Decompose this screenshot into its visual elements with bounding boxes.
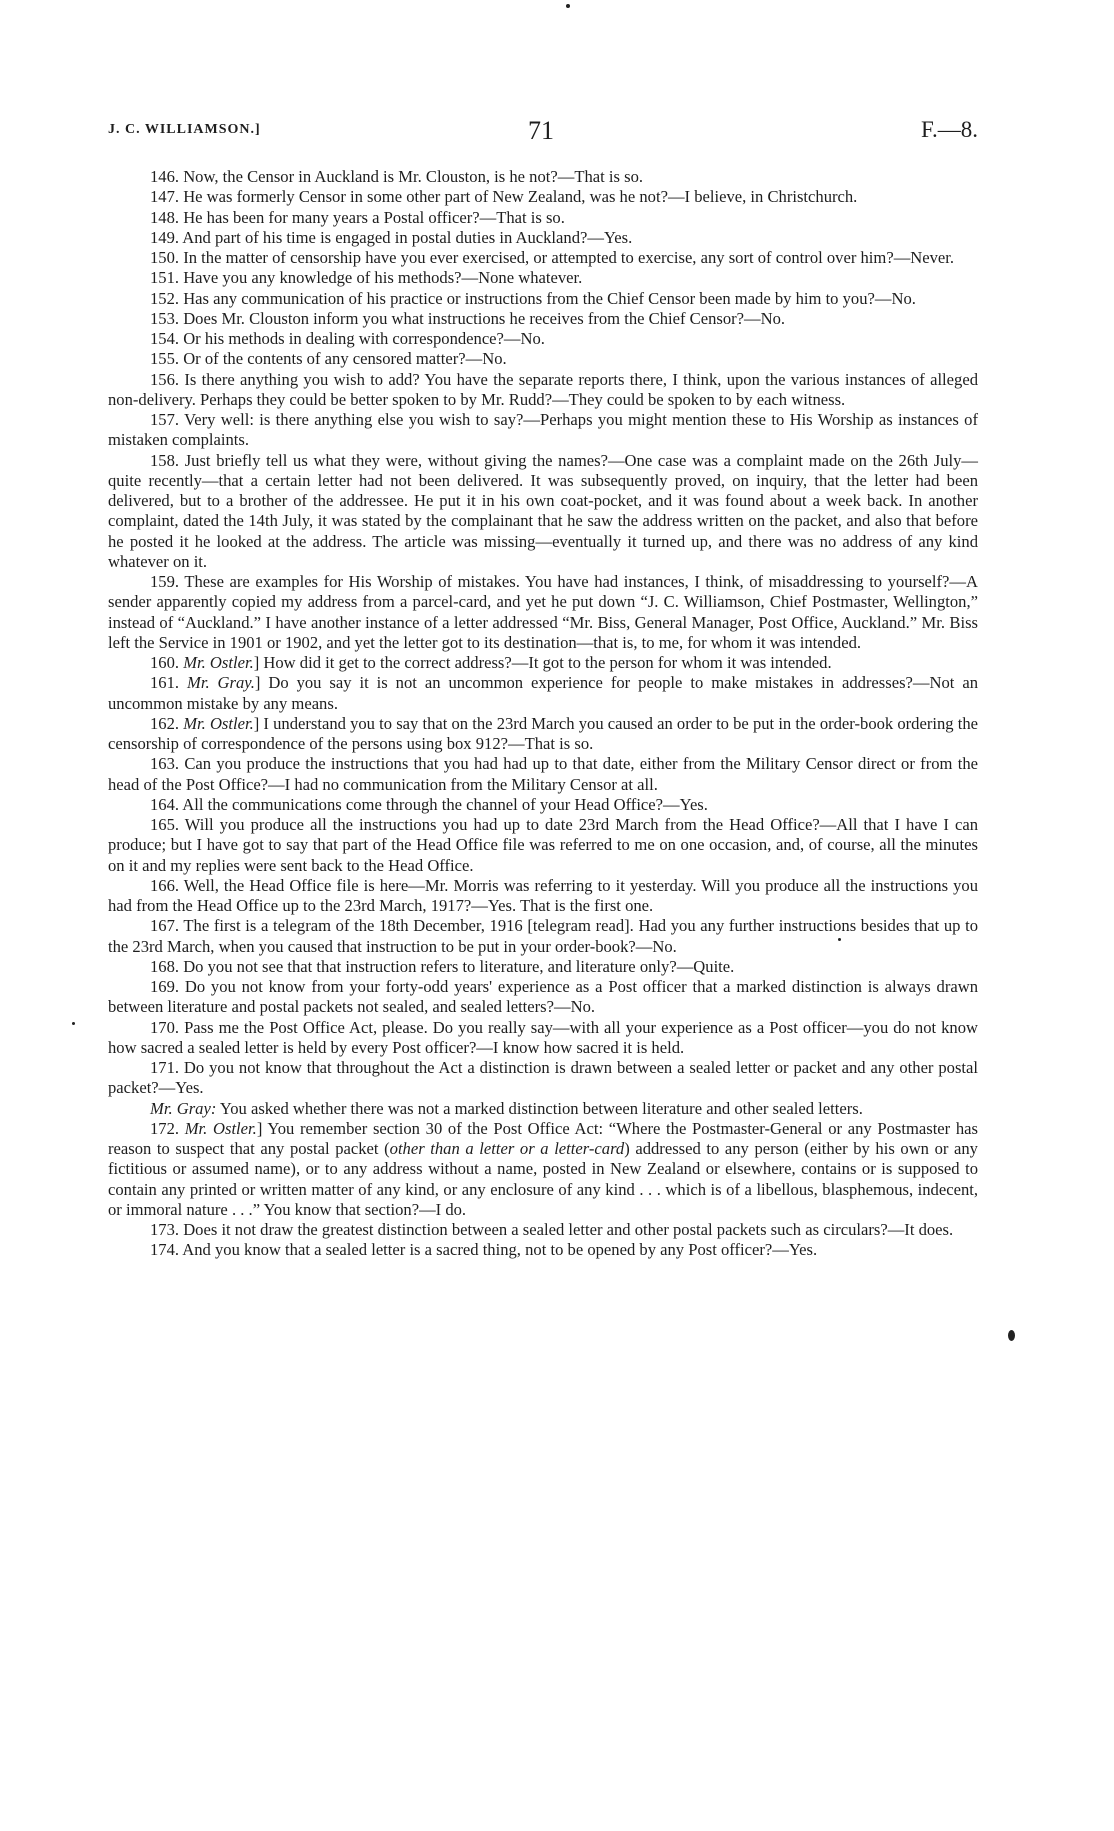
scan-speck (566, 4, 570, 8)
scan-speck (1008, 1330, 1015, 1341)
evidence-paragraph (108, 309, 978, 329)
paragraph-text: ] Do you say it is not an uncommon experience for people to make mistakes in addresses?—Not an uncommon mistake by any means. (108, 673, 978, 713)
paragraph-text: 151. Have you any knowledge of his methods?—None whatever. (150, 268, 583, 288)
paragraph-text: 163. Can you produce the instructions that you had had up to that date, either from the Military Censor direct or from the head of the Post Office?—I had no communication from the Military Censor at all. (108, 754, 978, 794)
evidence-paragraph (108, 815, 978, 876)
paragraph-text: 158. Just briefly tell us what they were, without giving the names?—One case was a complaint made on the 26th July—quite recently—that a certain letter had not been delivered. It was subsequently proved, on inquiry, that the letter had been delivered, but to a brother of the addressee. He put it in his own coat-pocket, and it was found about a week back. In another complaint, dated the 14th July, it was stated by the complainant that he saw the address written on the packet, and also that before he posted it he looked at the address. The article was missing—eventually it turned up, and there was no address of any kind whatever on it. (108, 450, 978, 571)
evidence-paragraph (108, 957, 978, 977)
evidence-paragraph (108, 754, 978, 795)
paragraph-text: 153. Does Mr. Clouston inform you what instructions he receives from the Chief Censor?—No. (150, 308, 786, 328)
paragraph-text: 159. These are examples for His Worship of mistakes. You have had instances, I think, of misaddressing to yourself?—A sender apparently copied my address from a parcel-card, and yet he put down “J. C. Williamson, Chief Postmaster, Wellington,” instead of “Auckland.” I have another instance of a letter addressed “Mr. Biss, General Manager, Post Office, Auckland.” Mr. Biss left the Service in 1901 or 1902, and yet the letter got to its destination—that is, to me, for whom it was intended. (108, 572, 978, 652)
paragraph-text: 150. In the matter of censorship have you ever exercised, or attempted to exercise, any sort of control over him?—Never. (150, 248, 955, 267)
paragraph-text: 147. He was formerly Censor in some other part of New Zealand, was he not?—I believe, in Christchurch. (150, 187, 858, 207)
paragraph-text: 167. The first is a telegram of the 18th December, 1916 [telegram read]. Had you any further instructions besides that up to the 23rd March, when you caused that instruction to be put in your order-book?—No. (108, 916, 978, 956)
paragraph-text: 148. He has been for many years a Postal officer?—That is so. (150, 207, 565, 227)
evidence-paragraph (108, 1119, 978, 1220)
evidence-paragraph (108, 795, 978, 815)
paragraph-text: ] You remember section 30 of the Post Office Act: “Where the Postmaster-General or any Postmaster has reason to suspect that any postal packet ( (108, 1118, 979, 1158)
speaker-name: Mr. Gray. (187, 673, 255, 693)
paragraph-text: You asked whether there was not a marked distinction between literature and other sealed letters. (216, 1098, 863, 1118)
paragraph-text: 171. Do you not know that throughout the Act a distinction is drawn between a sealed letter or packet and any other postal packet?—Yes. (108, 1058, 978, 1098)
evidence-paragraph (108, 1058, 978, 1099)
paragraph-text: ] I understand you to say that on the 23rd March you caused an order to be put in the order-book ordering the censorship of correspondence of the persons using box 912?—That is so. (108, 713, 979, 753)
witness-name: J. C. WILLIAMSON.] (108, 122, 261, 137)
evidence-paragraph (108, 248, 978, 268)
page-number: 71 (528, 116, 554, 145)
evidence-paragraph (108, 673, 978, 714)
speaker-name: Mr. Gray: (150, 1098, 217, 1118)
evidence-paragraph (108, 370, 978, 411)
paragraph-text: 156. Is there anything you wish to add? You have the separate reports there, I think, upon the various instances of alleged non-delivery. Perhaps they could be better spoken to by Mr. Rudd?—They could be spoken to by each witness. (108, 369, 978, 409)
evidence-paragraph (108, 329, 978, 349)
paragraph-text: 146. Now, the Censor in Auckland is Mr. Clouston, is he not?—That is so. (150, 167, 644, 186)
evidence-paragraph (108, 167, 978, 187)
paragraph-text: 164. All the communications come through the channel of your Head Office?—Yes. (150, 794, 708, 814)
evidence-paragraph (108, 876, 978, 917)
evidence-paragraph (108, 1220, 978, 1240)
evidence-body (108, 167, 978, 1261)
evidence-paragraph (108, 572, 978, 653)
paragraph-text: 166. Well, the Head Office file is here—Mr. Morris was referring to it yesterday. Will you produce all the instructions you had from the Head Office up to the 23rd March, 1917?—Yes. That is the first one. (108, 875, 978, 915)
evidence-paragraph (108, 228, 978, 248)
speaker-name: Mr. Ostler. (184, 1118, 257, 1138)
evidence-paragraph (108, 268, 978, 288)
speaker-name: Mr. Ostler. (183, 653, 254, 672)
paragraph-text: 165. Will you produce all the instructions you had up to date 23rd March from the Head Office?—All that I have I can produce; but I have got to say that part of the Head Office file was referred to me on one occasion, and, of course, all the minutes on it and my replies were sent back to the Head Office. (108, 815, 978, 875)
evidence-paragraph (108, 653, 978, 673)
evidence-paragraph (108, 977, 978, 1018)
paragraph-text: 157. Very well: is there anything else you wish to say?—Perhaps you might mention these to His Worship as instances of mistaken complaints. (108, 410, 978, 450)
paragraph-text: 168. Do you not see that that instruction refers to literature, and literature only?—Quite. (150, 956, 735, 976)
quoted-italic: other than a letter or a letter-card (389, 1139, 625, 1158)
evidence-paragraph (108, 208, 978, 228)
scan-speck (72, 1022, 75, 1025)
running-header (108, 118, 978, 144)
evidence-paragraph (108, 451, 978, 573)
evidence-paragraph (108, 289, 978, 309)
paragraph-text: 169. Do you not know from your forty-odd years' experience as a Post officer that a marked distinction is always drawn between literature and postal packets not sealed, and sealed letters?—No. (108, 977, 978, 1017)
evidence-paragraph (108, 916, 978, 957)
evidence-paragraph (108, 1018, 978, 1059)
paragraph-text: 162. (150, 713, 184, 733)
evidence-paragraph (108, 714, 978, 755)
paragraph-text: ] How did it get to the correct address?—It got to the person for whom it was intended. (253, 653, 832, 672)
paragraph-text: 170. Pass me the Post Office Act, please. Do you really say—with all your experience as a Post officer—you do not know how sacred a sealed letter is held by every Post officer?—I know how sacred it is held. (108, 1017, 978, 1057)
paragraph-text: 152. Has any communication of his practice or instructions from the Chief Censor been made by him to you?—No. (150, 288, 916, 308)
evidence-paragraph (108, 410, 978, 451)
speaker-name: Mr. Ostler. (183, 713, 254, 733)
evidence-paragraph (108, 1099, 978, 1119)
paragraph-text: 172. (150, 1118, 185, 1138)
paragraph-text: ) addressed to any person (either by his own or any fictitious or assumed name), or to any address without a name, posted in New Zealand or elsewhere, contains or is supposed to contain any printed or written matter of any kind, or any enclosure of any kind . . . which is of a libellous, blasphemous, indecent, or immoral nature . . .” You know that section?—I do. (108, 1139, 978, 1219)
paragraph-text: 173. Does it not draw the greatest distinction between a sealed letter and other postal packets such as circulars?—It does. (150, 1220, 954, 1239)
evidence-paragraph (108, 187, 978, 207)
evidence-paragraph (108, 349, 978, 369)
scan-speck (838, 938, 841, 941)
evidence-paragraph (108, 1240, 978, 1260)
paragraph-text: 160. (150, 653, 184, 672)
paragraph-text: 174. And you know that a sealed letter is a sacred thing, not to be opened by any Post officer?—Yes. (150, 1240, 818, 1260)
paragraph-text: 154. Or his methods in dealing with correspondence?—No. (150, 329, 545, 348)
paragraph-text: 155. Or of the contents of any censored matter?—No. (150, 349, 507, 369)
paragraph-text: 149. And part of his time is engaged in postal duties in Auckland?—Yes. (150, 227, 633, 247)
paragraph-text: 161. (150, 673, 187, 693)
paper-reference: F.—8. (921, 117, 978, 142)
